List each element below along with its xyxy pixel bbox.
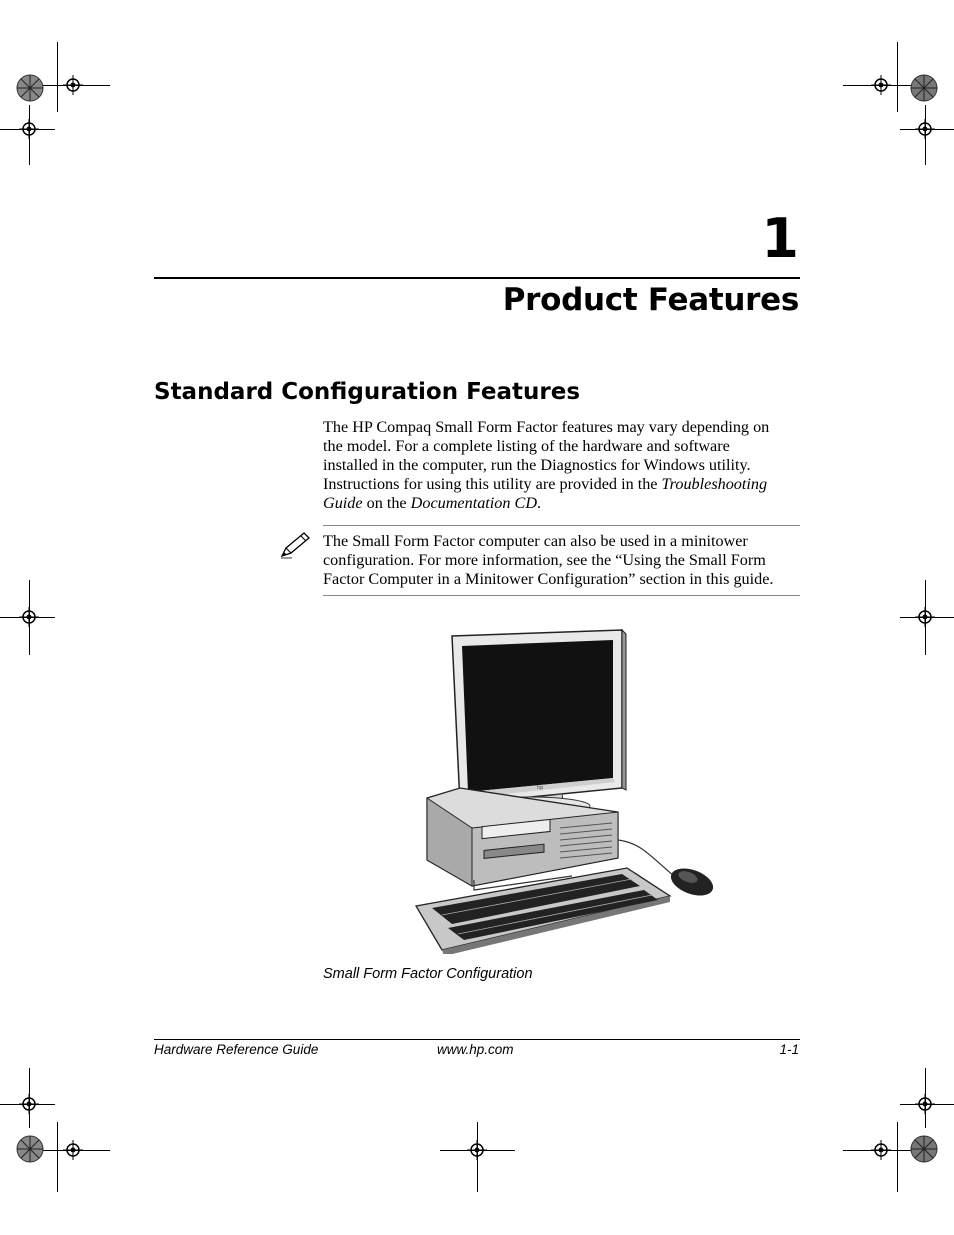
body-line: installed in the computer, run the Diagnostics for Windows utility. (323, 456, 751, 474)
section-heading: Standard Configuration Features (154, 379, 581, 405)
registration-mark-icon (19, 1094, 39, 1114)
note-text (323, 532, 801, 589)
footer-guide-title: Hardware Reference Guide (154, 1042, 319, 1057)
color-star-target-icon (910, 74, 938, 102)
registration-mark-icon (19, 119, 39, 139)
registration-mark-icon (871, 75, 891, 95)
registration-mark-icon (19, 607, 39, 627)
registration-mark-icon (63, 1140, 83, 1160)
body-line: The HP Compaq Small Form Factor features may vary depending on (323, 418, 770, 436)
monitor-logo: hp (537, 785, 544, 791)
registration-mark-icon (63, 75, 83, 95)
registration-mark-icon (915, 119, 935, 139)
note-line: Factor Computer in a Minitower Configuration” section in this guide. (323, 570, 774, 588)
small-form-factor-chassis (427, 788, 618, 886)
registration-mark-icon (915, 607, 935, 627)
footer-page-number: 1-1 (779, 1042, 799, 1057)
registration-mark-icon (915, 1094, 935, 1114)
body-line: . (537, 494, 542, 512)
body-line: Instructions for using this utility are provided in the (323, 475, 662, 493)
color-star-target-icon (910, 1135, 938, 1163)
chapter-number: 1 (761, 207, 799, 270)
doc-title-troubleshooting: Troubleshooting (661, 475, 768, 493)
note-line: configuration. For more information, see the “Using the Small Form (323, 551, 766, 569)
registration-mark-icon (871, 1140, 891, 1160)
note-rule-top (323, 525, 800, 526)
mouse-illustration (667, 863, 717, 901)
footer-rule (154, 1039, 800, 1040)
doc-title-guide: Guide (323, 494, 363, 512)
body-line: the model. For a complete listing of the hardware and software (323, 437, 730, 455)
note-rule-bottom (323, 595, 800, 596)
color-star-target-icon (16, 74, 44, 102)
color-star-target-icon (16, 1135, 44, 1163)
doc-title-documentation-cd: Documentation CD (410, 494, 538, 512)
registration-mark-icon (467, 1140, 487, 1160)
figure-caption: Small Form Factor Configuration (323, 966, 533, 982)
note-line: The Small Form Factor computer can also be used in a minitower (323, 532, 748, 550)
footer-url: www.hp.com (437, 1042, 514, 1057)
section-body-paragraph (323, 418, 801, 513)
computer-configuration-illustration (412, 628, 722, 954)
keyboard-illustration (416, 868, 670, 954)
chapter-title: Product Features (502, 282, 799, 318)
pencil-note-icon (278, 530, 314, 560)
monitor-illustration (452, 630, 626, 815)
body-line: on the (362, 494, 411, 512)
